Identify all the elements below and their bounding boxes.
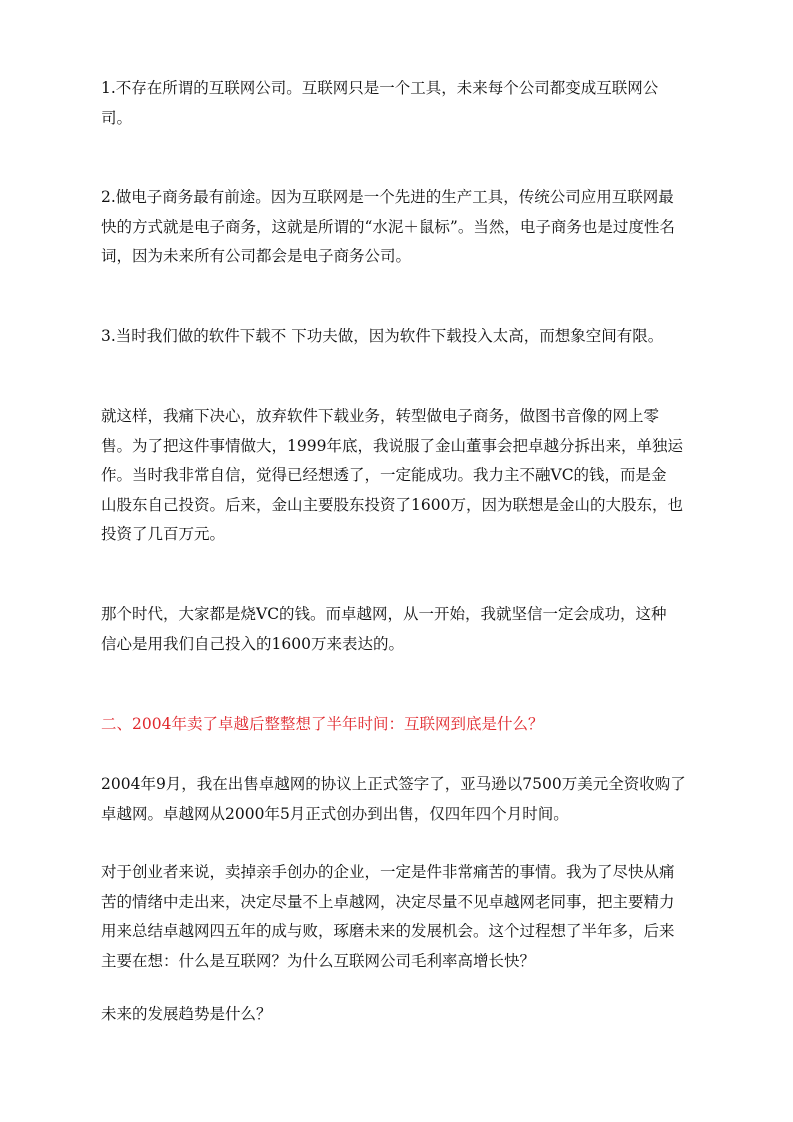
section-heading: [101, 710, 696, 740]
text-line: 司。: [101, 108, 133, 127]
text-line: 那个时代，大家都是烧VC的钱。而卓越网，从一开始，我就坚信一定会成功，这种: [101, 605, 667, 623]
text-line: 2.做电子商务最有前途。因为互联网是一个先进的生产工具，传统公司应用互联网最: [101, 188, 674, 206]
text-line: 卓越网。卓越网从2000年5月正式创办到出售，仅四年四个月时间。: [101, 804, 569, 823]
text-line: 词，因为未来所有公司都会是电子商务公司。: [101, 247, 412, 265]
paragraph-point-3: [101, 322, 696, 352]
paragraph-future: [101, 1000, 696, 1030]
paragraph-point-2: [101, 183, 696, 272]
paragraph-decision: [101, 402, 696, 550]
text-line: 售。为了把这件事情做大，1999年底，我说服了金山董事会把卓越分拆出来，单独运: [101, 436, 683, 455]
text-line: 3.当时我们做的软件下载不 下功夫做，因为软件下载投入太高，而想象空间有限。: [101, 327, 664, 345]
text-line: 2004年9月，我在出售卓越网的协议上正式签字了，亚马逊以7500万美元全资收购了: [101, 775, 686, 793]
text-line: 1.不存在所谓的互联网公司。互联网只是一个工具，未来每个公司都变成互联网公: [101, 79, 659, 97]
text-line: 作。当时我非常自信，觉得已经想透了，一定能成功。我力主不融VC的钱，而是金: [101, 466, 667, 484]
text-line: 山股东自己投资。后来，金山主要股东投资了1600万，因为联想是金山的大股东，也: [101, 495, 683, 514]
text-line: 信心是用我们自己投入的1600万来表达的。: [101, 634, 404, 653]
paragraph-sale: [101, 770, 696, 829]
text-line: 就这样，我痛下决心，放弃软件下载业务，转型做电子商务，做图书音像的网上零: [101, 407, 660, 425]
text-line: 主要在想：什么是互联网？为什么互联网公司毛利率高增长快？: [101, 951, 536, 970]
text-line: 投资了几百万元。: [101, 525, 226, 543]
text-line: 苦的情绪中走出来，决定尽量不上卓越网，决定尽量不见卓越网老同事，把主要精力: [101, 892, 675, 911]
paragraph-reflection: [101, 858, 696, 976]
text-line: 快的方式就是电子商务，这就是所谓的“水泥＋鼠标”。当然，电子商务也是过度性名: [101, 217, 675, 236]
text-line: 未来的发展趋势是什么？: [101, 1005, 272, 1023]
text-line: 对于创业者来说，卖掉亲手创办的企业，一定是件非常痛苦的事情。我为了尽快从痛: [101, 863, 675, 881]
heading-text: 二、2004年卖了卓越后整整想了半年时间：互联网到底是什么？: [101, 715, 544, 733]
text-line: 用来总结卓越网四五年的成与败，琢磨未来的发展机会。这个过程想了半年多，后来: [101, 922, 675, 940]
paragraph-vc-era: [101, 600, 696, 659]
paragraph-point-1: [101, 74, 696, 133]
